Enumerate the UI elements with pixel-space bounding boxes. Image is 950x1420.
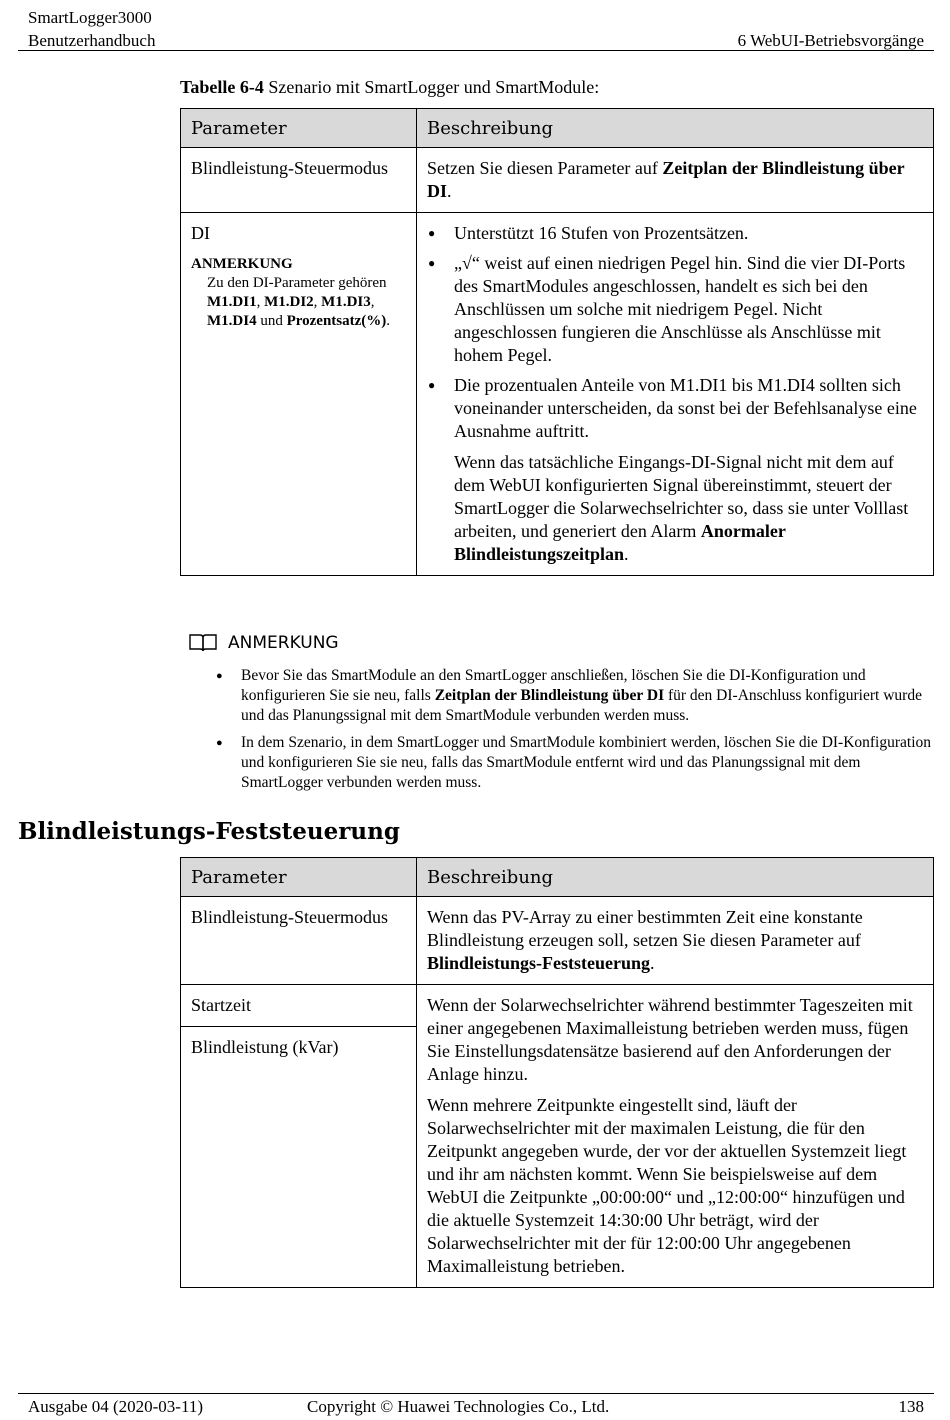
table-row: [181, 148, 934, 213]
param-cell: Startzeit: [181, 985, 417, 1027]
description-cell: [417, 148, 934, 213]
description-text: .: [447, 181, 452, 201]
note-text: .: [386, 313, 391, 329]
note-text: Bevor Sie das SmartModule an den SmartLogger anschließen, löschen Sie die DI-Konfiguration und konfigurieren Sie sie neu, falls: [241, 667, 866, 704]
edition-text: Ausgabe 04 (2020-03-11): [28, 1397, 203, 1416]
note-text: für den DI-Anschluss konfiguriert wurde und das Planungssignal mit dem SmartModule verbunden werden muss.: [241, 687, 922, 724]
note-bold: Prozentsatz(%): [286, 313, 387, 329]
note-title-row: [180, 630, 940, 656]
note-list: [180, 666, 940, 793]
param-name: DI: [191, 223, 210, 243]
column-header-parameter: Parameter: [181, 858, 417, 897]
list-item: ● Unterstützt 16 Stufen von Prozentsätzen.: [427, 222, 923, 245]
inline-note-body: [191, 274, 406, 331]
list-item: [180, 666, 940, 726]
description-text: .: [650, 953, 655, 973]
fixed-control-table: [180, 857, 934, 1288]
table-caption-text: Szenario mit SmartLogger und SmartModule:: [263, 77, 600, 97]
column-header-description: Beschreibung: [417, 858, 934, 897]
description-text: .: [624, 544, 629, 564]
note-block: [180, 630, 940, 800]
param-cell: Blindleistung (kVar): [181, 1027, 417, 1288]
running-header-left: [28, 6, 155, 52]
description-bold: Blindleistungs-Feststeuerung: [427, 953, 651, 973]
list-item: ● Die prozentualen Anteile von M1.DI1 bis M1.DI4 sollten sich voneinander unterscheiden, da sonst bei der Befehlsanalyse eine Ausnahme auftritt.: [427, 374, 923, 443]
description-cell: [417, 897, 934, 985]
note-text: ,: [370, 294, 375, 310]
product-name: SmartLogger3000: [28, 8, 152, 27]
section-heading: Blindleistungs-Feststeuerung: [18, 818, 400, 845]
copyright-text: Copyright © Huawei Technologies Co., Ltd.: [307, 1397, 610, 1416]
table-row: [181, 985, 934, 1027]
description-paragraph: Wenn der Solarwechselrichter während bestimmter Tageszeiten mit einer angegebenen Maximalleistung betrieben werden muss, fügen Sie Einstellungsdatensätze basierend auf den Anforderungen der Anlage hinzu.: [427, 995, 913, 1084]
description-list: [427, 222, 923, 443]
description-bold: Zeitplan der Blindleistung über DI: [427, 158, 905, 201]
scenario-table: [180, 108, 934, 576]
table-row: [181, 897, 934, 985]
chapter-name: 6 WebUI-Betriebsvorgänge: [737, 31, 924, 50]
inline-note: [191, 255, 406, 331]
description-cell: [417, 985, 934, 1288]
list-item: ● In dem Szenario, in dem SmartLogger und SmartModule kombiniert werden, löschen Sie die DI-Konfiguration und konfigurieren Sie sie neu, falls das SmartModule entfernt wird und das Planungssignal mit dem SmartLogger verbunden werden muss.: [180, 733, 940, 793]
note-bold: Zeitplan der Blindleistung über DI: [434, 687, 665, 704]
param-cell: Blindleistung-Steuermodus: [181, 148, 417, 213]
note-text: Zu den DI-Parameter gehören: [207, 275, 387, 291]
description-bold: Anormaler Blindleistungszeitplan: [454, 521, 786, 564]
description-paragraph: [454, 451, 923, 566]
page-number: 138: [898, 1397, 924, 1416]
param-cell: [181, 213, 417, 576]
description-text: Wenn das PV-Array zu einer bestimmten Zeit eine konstante Blindleistung erzeugen soll, setzen Sie diesen Parameter auf: [427, 907, 863, 950]
table-caption: [180, 77, 599, 98]
note-text: ,: [313, 294, 322, 310]
list-item: ● „√“ weist auf einen niedrigen Pegel hin. Sind die vier DI-Ports des SmartModules angeschlossen, handelt es sich bei den Anschlüssen um solche mit niedrigem Pegel. Nicht angeschlossen fungieren die Anschlüsse als Anschlüsse mit hohem Pegel.: [427, 252, 923, 367]
param-cell: Blindleistung-Steuermodus: [181, 897, 417, 985]
note-bold: M1.DI2: [264, 294, 314, 310]
column-header-description: Beschreibung: [417, 109, 934, 148]
description-paragraph: Wenn mehrere Zeitpunkte eingestellt sind, läuft der Solarwechselrichter mit der maximalen Leistung, die für den Zeitpunkt angegeben wurde, der vor der aktuellen Systemzeit liegt und ihr am nächsten kommt. Wenn Sie beispielsweise auf dem WebUI die Zeitpunkte „00:00:00“ und „12:00:00“ hinzufügen und die aktuelle Systemzeit 14:30:00 Uhr beträgt, wird der Solarwechselrichter mit der für 12:00:00 Uhr angegebenen Maximalleistung betrieben.: [427, 1095, 907, 1276]
column-header-parameter: Parameter: [181, 109, 417, 148]
table-row: [181, 213, 934, 576]
table-header-row: [181, 109, 934, 148]
note-title: ANMERKUNG: [228, 633, 339, 653]
description-cell: [417, 213, 934, 576]
note-bold: M1.DI3: [321, 294, 371, 310]
note-text: und: [256, 313, 287, 329]
note-text: ,: [256, 294, 265, 310]
description-text: Setzen Sie diesen Parameter auf: [427, 158, 663, 178]
table-header-row: [181, 858, 934, 897]
note-bold: M1.DI1: [207, 294, 257, 310]
note-bold: M1.DI4: [207, 313, 257, 329]
book-icon: [188, 633, 218, 653]
inline-note-title: ANMERKUNG: [191, 256, 293, 272]
table-caption-label: Tabelle 6-4: [180, 77, 264, 97]
header-rule: [18, 50, 934, 51]
description-text: Wenn das tatsächliche Eingangs-DI-Signal nicht mit dem auf dem WebUI konfigurierten Signal übereinstimmt, steuert der SmartLogger die Solarwechselrichter so, dass sie unter Volllast arbeiten, und generiert den Alarm: [454, 452, 909, 541]
footer-rule: [18, 1393, 934, 1394]
document-name: Benutzerhandbuch: [28, 31, 156, 50]
